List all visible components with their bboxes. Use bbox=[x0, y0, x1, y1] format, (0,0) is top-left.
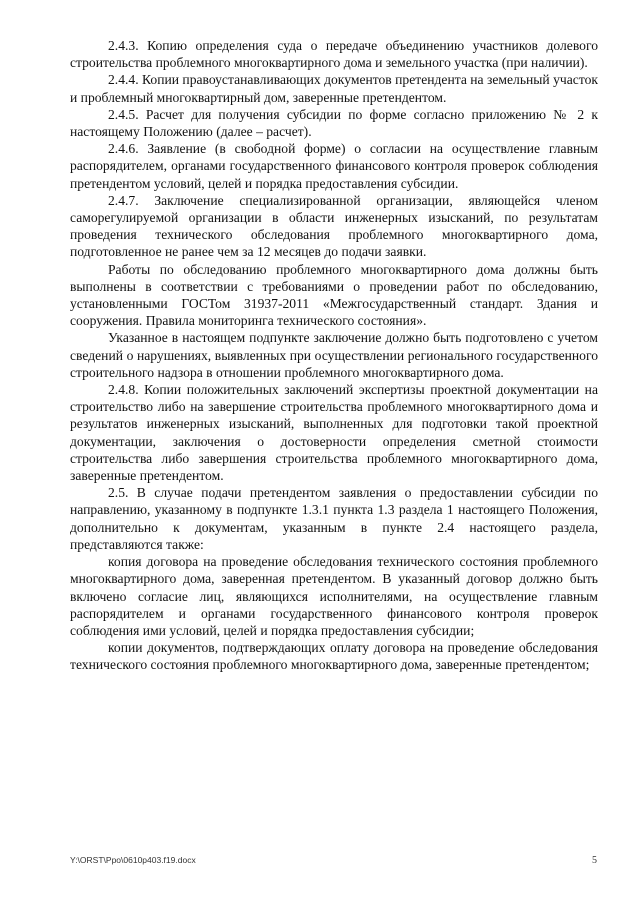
paragraph-2-5: 2.5. В случае подачи претендентом заявления о предоставлении субсидии по направлению, указанному в подпункте 1.3.1 пункта 1.3 раздела 1 настоящего Положения, дополнительно к документам, указанным в пункте 2.4 настоящего раздела, представляются также: bbox=[70, 485, 598, 552]
paragraph-survey-requirements: Работы по обследованию проблемного многоквартирного дома должны быть выполнены в соответствии с требованиями о проведении работ по обследованию, установленными ГОСТом 31937-2011 «Межгосударственный стандарт. Здания и сооружения. Правила мониторинга технического состояния». bbox=[70, 261, 598, 329]
paragraph-2-4-4: 2.4.4. Копии правоустанавливающих документов претендента на земельный участок и проблемный многоквартирный дом, заверенные претендентом. bbox=[70, 72, 598, 105]
page-number: 5 bbox=[592, 855, 597, 866]
paragraph-conclusion-note: Указанное в настоящем подпункте заключение должно быть подготовлено с учетом сведений о нарушениях, выявленных при осуществлении регионального государственного строительного надзора в отношении проблемного многоквартирного дома. bbox=[70, 330, 598, 380]
paragraph-2-4-5: 2.4.5. Расчет для получения субсидии по форме согласно приложению № 2 к настоящему Положению (далее – расчет). bbox=[70, 106, 598, 140]
footer-file-path: Y:\ORST\Ppo\0610p403.f19.docx bbox=[70, 855, 196, 865]
paragraph-2-4-7: 2.4.7. Заключение специализированной организации, являющейся членом саморегулируемой организации в области инженерных изысканий, по результатам проведения технического обследования проблемного многоквартирного дома, подготовленное не ранее чем за 12 месяцев до подачи заявки. bbox=[70, 192, 598, 260]
paragraph-2-4-6: 2.4.6. Заявление (в свободной форме) о согласии на осуществление главным распорядителем, органами государственного финансового контроля проверок соблюдения претендентом условий, целей и порядка предоставления субсидии. bbox=[70, 141, 598, 191]
document-body bbox=[70, 37, 598, 674]
paragraph-payment-documents: копии документов, подтверждающих оплату договора на проведение обследования технического состояния проблемного многоквартирного дома, заверенные претендентом; bbox=[70, 640, 598, 673]
paragraph-2-4-3: 2.4.3. Копию определения суда о передаче объединению участников долевого строительства проблемного многоквартирного дома и земельного участка (при наличии). bbox=[70, 38, 598, 71]
paragraph-contract-copy: копия договора на проведение обследования технического состояния проблемного многоквартирного дома, заверенная претендентом. В указанный договор должно быть включено согласие лиц, являющихся исполнителями, на осуществление главным распорядителем и органами государственного финансового контроля проверок соблюдения ими условий, целей и порядка предоставления субсидии; bbox=[70, 554, 598, 638]
paragraph-2-4-8: 2.4.8. Копии положительных заключений экспертизы проектной документации на строительство либо на завершение строительства проблемного многоквартирного дома и результатов инженерных изысканий, выполненных для подготовки такой проектной документации, заключения о достоверности определения сметной стоимости строительства либо завершения строительства проблемного многоквартирного дома, заверенные претендентом. bbox=[70, 382, 598, 484]
